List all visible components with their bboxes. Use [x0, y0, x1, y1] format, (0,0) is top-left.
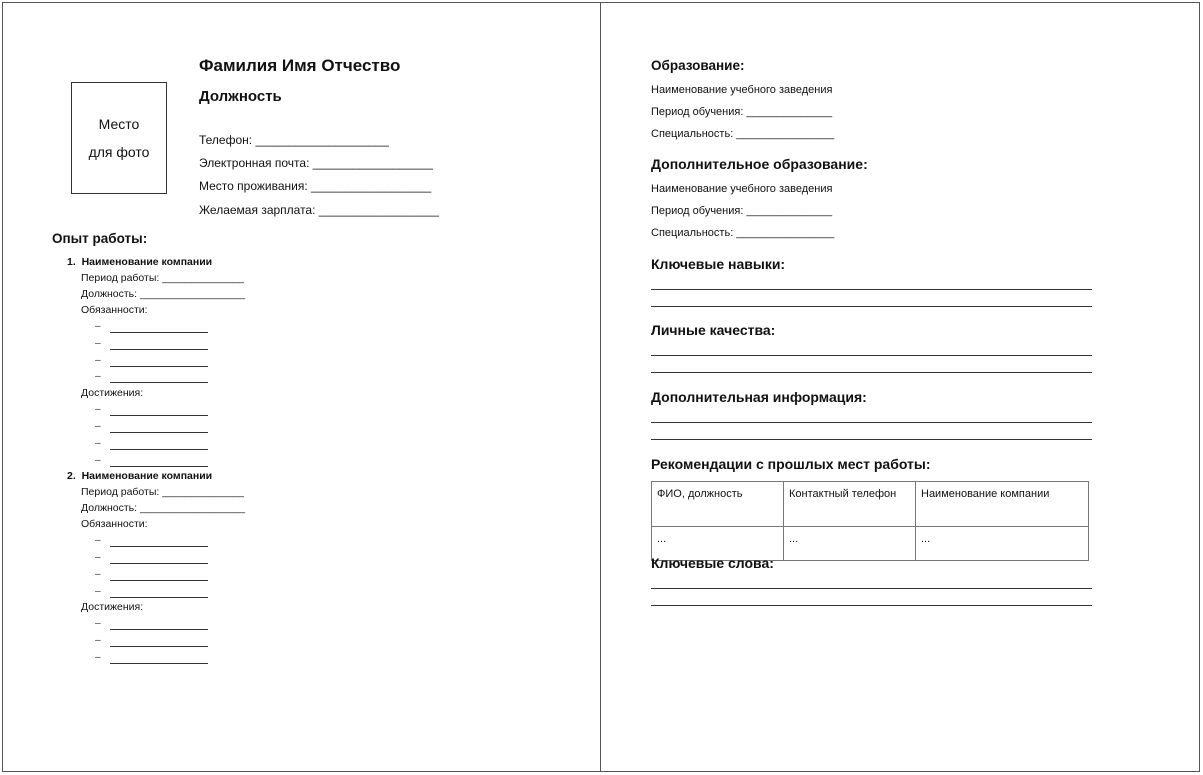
- bullet-dash: –: [95, 371, 101, 382]
- table-cell[interactable]: ...: [784, 527, 916, 561]
- job-1-achievement-line[interactable]: [110, 466, 208, 467]
- additional-info-heading: Дополнительная информация:: [651, 389, 867, 405]
- job-2-role[interactable]: Должность: __________________: [81, 502, 246, 514]
- personal-qualities-heading: Личные качества:: [651, 322, 776, 338]
- extra-education-heading: Дополнительное образование:: [651, 156, 868, 172]
- job-1-duty-line[interactable]: [110, 366, 208, 367]
- keywords-heading: Ключевые слова:: [651, 555, 774, 571]
- table-header-cell: ФИО, должность: [652, 482, 784, 527]
- photo-placeholder-line2: для фото: [88, 144, 150, 160]
- job-1-achievement-line[interactable]: [110, 415, 208, 416]
- bullet-dash: –: [95, 421, 101, 432]
- job-2-duty-line[interactable]: [110, 546, 208, 547]
- photo-placeholder-line1: Место: [98, 116, 140, 132]
- job-1-role[interactable]: Должность: __________________: [81, 288, 246, 300]
- job-1-title: 1. Наименование компании: [67, 256, 213, 268]
- salary-field[interactable]: Желаемая зарплата: __________________: [199, 203, 439, 217]
- education-period[interactable]: Период обучения: ______________: [651, 106, 833, 118]
- personal-qualities-line[interactable]: [651, 355, 1092, 356]
- job-1-duties-label: Обязанности:: [81, 304, 148, 316]
- photo-placeholder[interactable]: [71, 82, 167, 194]
- job-1-achievement-line[interactable]: [110, 432, 208, 433]
- job-2-duties-label: Обязанности:: [81, 518, 148, 530]
- references-heading: Рекомендации с прошлых мест работы:: [651, 456, 931, 472]
- document-frame: [2, 2, 1200, 772]
- extra-education-specialty[interactable]: Специальность: ________________: [651, 227, 835, 239]
- education-heading: Образование:: [651, 58, 745, 73]
- job-2-achievement-line[interactable]: [110, 629, 208, 630]
- bullet-dash: –: [95, 652, 101, 663]
- residence-field[interactable]: Место проживания: __________________: [199, 179, 432, 193]
- job-2-period[interactable]: Период работы: ______________: [81, 486, 244, 498]
- bullet-dash: –: [95, 355, 101, 366]
- job-2-duty-line[interactable]: [110, 580, 208, 581]
- bullet-dash: –: [95, 404, 101, 415]
- bullet-dash: –: [95, 535, 101, 546]
- bullet-dash: –: [95, 438, 101, 449]
- job-1-duty-line[interactable]: [110, 382, 208, 383]
- keywords-line[interactable]: [651, 588, 1092, 589]
- additional-info-line[interactable]: [651, 439, 1092, 440]
- job-2-achievement-line[interactable]: [110, 663, 208, 664]
- email-field[interactable]: Электронная почта: __________________: [199, 156, 433, 170]
- bullet-dash: –: [95, 552, 101, 563]
- table-header-row: [652, 482, 1089, 527]
- bullet-dash: –: [95, 455, 101, 466]
- job-2-duty-line[interactable]: [110, 597, 208, 598]
- skills-heading: Ключевые навыки:: [651, 256, 786, 272]
- skills-line[interactable]: [651, 289, 1092, 290]
- table-header-cell: Наименование компании: [916, 482, 1089, 527]
- experience-heading: Опыт работы:: [52, 231, 148, 246]
- bullet-dash: –: [95, 586, 101, 597]
- skills-line[interactable]: [651, 306, 1092, 307]
- extra-education-period[interactable]: Период обучения: ______________: [651, 205, 833, 217]
- keywords-line[interactable]: [651, 605, 1092, 606]
- job-1-duty-line[interactable]: [110, 332, 208, 333]
- table-cell[interactable]: ...: [916, 527, 1089, 561]
- full-name: Фамилия Имя Отчество: [199, 56, 401, 75]
- page-divider: [600, 3, 601, 771]
- job-1-achievement-line[interactable]: [110, 449, 208, 450]
- bullet-dash: –: [95, 321, 101, 332]
- additional-info-line[interactable]: [651, 422, 1092, 423]
- table-cell[interactable]: ...: [652, 527, 784, 561]
- education-institution[interactable]: Наименование учебного заведения: [651, 84, 833, 96]
- position-title: Должность: [199, 88, 282, 105]
- personal-qualities-line[interactable]: [651, 372, 1092, 373]
- job-1-duty-line[interactable]: [110, 349, 208, 350]
- bullet-dash: –: [95, 338, 101, 349]
- job-2-title: 2. Наименование компании: [67, 470, 213, 482]
- education-specialty[interactable]: Специальность: ________________: [651, 128, 835, 140]
- job-2-duty-line[interactable]: [110, 563, 208, 564]
- bullet-dash: –: [95, 635, 101, 646]
- phone-field[interactable]: Телефон: ____________________: [199, 133, 389, 147]
- extra-education-institution[interactable]: Наименование учебного заведения: [651, 183, 833, 195]
- table-header-cell: Контактный телефон: [784, 482, 916, 527]
- bullet-dash: –: [95, 569, 101, 580]
- job-1-achievements-label: Достижения:: [81, 387, 144, 399]
- job-1-period[interactable]: Период работы: ______________: [81, 272, 244, 284]
- job-2-achievement-line[interactable]: [110, 646, 208, 647]
- bullet-dash: –: [95, 618, 101, 629]
- references-table: [651, 481, 1089, 561]
- job-2-achievements-label: Достижения:: [81, 601, 144, 613]
